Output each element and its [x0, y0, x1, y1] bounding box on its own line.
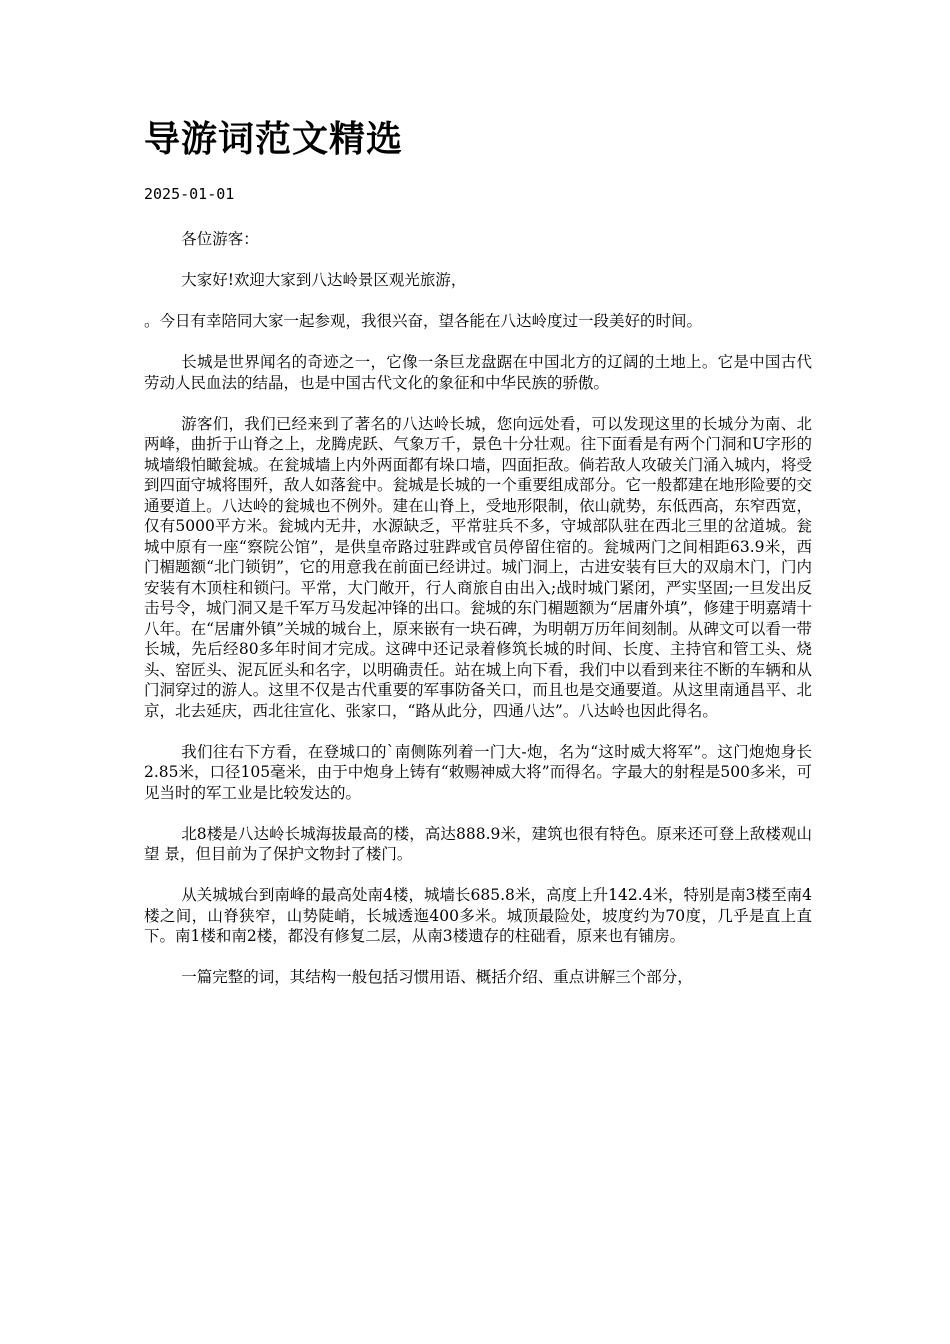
paragraph-structure: 一篇完整的词，其结构一般包括习惯用语、概括介绍、重点讲解三个部分， — [181, 968, 693, 986]
document-date: 2025-01-01 — [144, 185, 235, 203]
paragraph-wengcheng: 游客们，我们已经来到了著名的八达岭长城，您向远处看，可以发现这里的长城分为南、北两峰，曲折于山脊之上，龙腾虎跃、气象万千，景色十分壮观。往下面看是有两个门洞和U字形的城墙缎怕瞰瓮城。在瓮城墙上内外两面都有垛口墙，四面拒敌。倘若敌人攻破关门涌入城内，将受到四面守城将围歼，敌人如落瓮中。瓮城是长城的一个重要组成部分。它一般都建在地形险要的交通要道上。八达岭的瓮城也不例外。建在山脊上，受地形限制，依山就势，东低西高，东窄西宽，仅有5000平方米。瓮城内无井，水源缺乏，平常驻兵不多，守城部队驻在西北三里的岔道城。瓮城中原有一座“察院公馆”，是供皇帝路过驻跸或官员停留住宿的。瓮城两门之间相距63.9米，西门楣题额“北门锁钥”，它的用意我在前面已经讲过。城门洞上，古进安装有巨大的双扇木门，门内安装有木顶柱和锁闩。平常，大门敞开，行人商旅自由出入;战时城门紧闭，严实坚固;一旦发出反击号令，城门洞又是千军万马发起冲锋的出口。瓮城的东门楣题额为“居庸外填”，修建于明嘉靖十八年。在“居庸外镇”关城的城台上，原来嵌有一块石碑，为明朝万历年间刻制。从碑文可以看一带长城，先后经80多年时间才完成。这碑中还记录着修筑长城的时间、长度、主持官和管工头、烧头、窑匠头、泥瓦匠头和名字，以明确责任。站在城上向下看，我们中以看到来往不断的车辆和从门洞穿过的游人。这里不仅是古代重要的军事防备关口，而且也是交通要道。从这里南通昌平、北京，北去延庆，西北往宣化、张家口，“路从此分，四通八达”。八达岭也因此得名。 — [144, 414, 812, 720]
paragraph-greeting: 各位游客： — [181, 230, 259, 248]
paragraph-cannon: 我们往右下方看，在登城口的`南侧陈列着一门大-炮，名为“这时威大将军”。这门炮炮身长2.85米，口径105毫米，由于中炮身上铸有“敕赐神威大将”而得名。字最大的射程是500多米，可见当时的军工业是比较发达的。 — [144, 742, 812, 802]
document-body — [144, 229, 812, 1008]
document-title: 导游词范文精选 — [144, 119, 404, 160]
paragraph-north-tower: 北8楼是八达岭长城海拔最高的楼，高达888.9米，建筑也很有特色。原来还可登上敌楼观山望 景，但目前为了保护文物封了楼门。 — [144, 824, 812, 863]
paragraph-south-peak: 从关城城台到南峰的最高处南4楼，城墙长685.8米，高度上升142.4米，特别是南3楼至南4楼之间，山脊狭窄，山势陡峭，长城透迤400多米。城顶最险处，坡度约为70度，几乎是直上直下。南1楼和南2楼，都没有修复二层，从南3楼遗存的柱础看，原来也有铺房。 — [144, 886, 812, 945]
paragraph-welcome: 大家好!欢迎大家到八达岭景区观光旅游， — [181, 271, 467, 289]
paragraph-great-wall: 长城是世界闻名的奇迹之一，它像一条巨龙盘踞在中国北方的辽阔的土地上。它是中国古代劳动人民血法的结晶，也是中国古代文化的象征和中华民族的骄傲。 — [144, 353, 812, 392]
paragraph-intro: 。今日有幸陪同大家一起参观，我很兴奋，望各能在八达岭度过一段美好的时间。 — [144, 312, 703, 330]
